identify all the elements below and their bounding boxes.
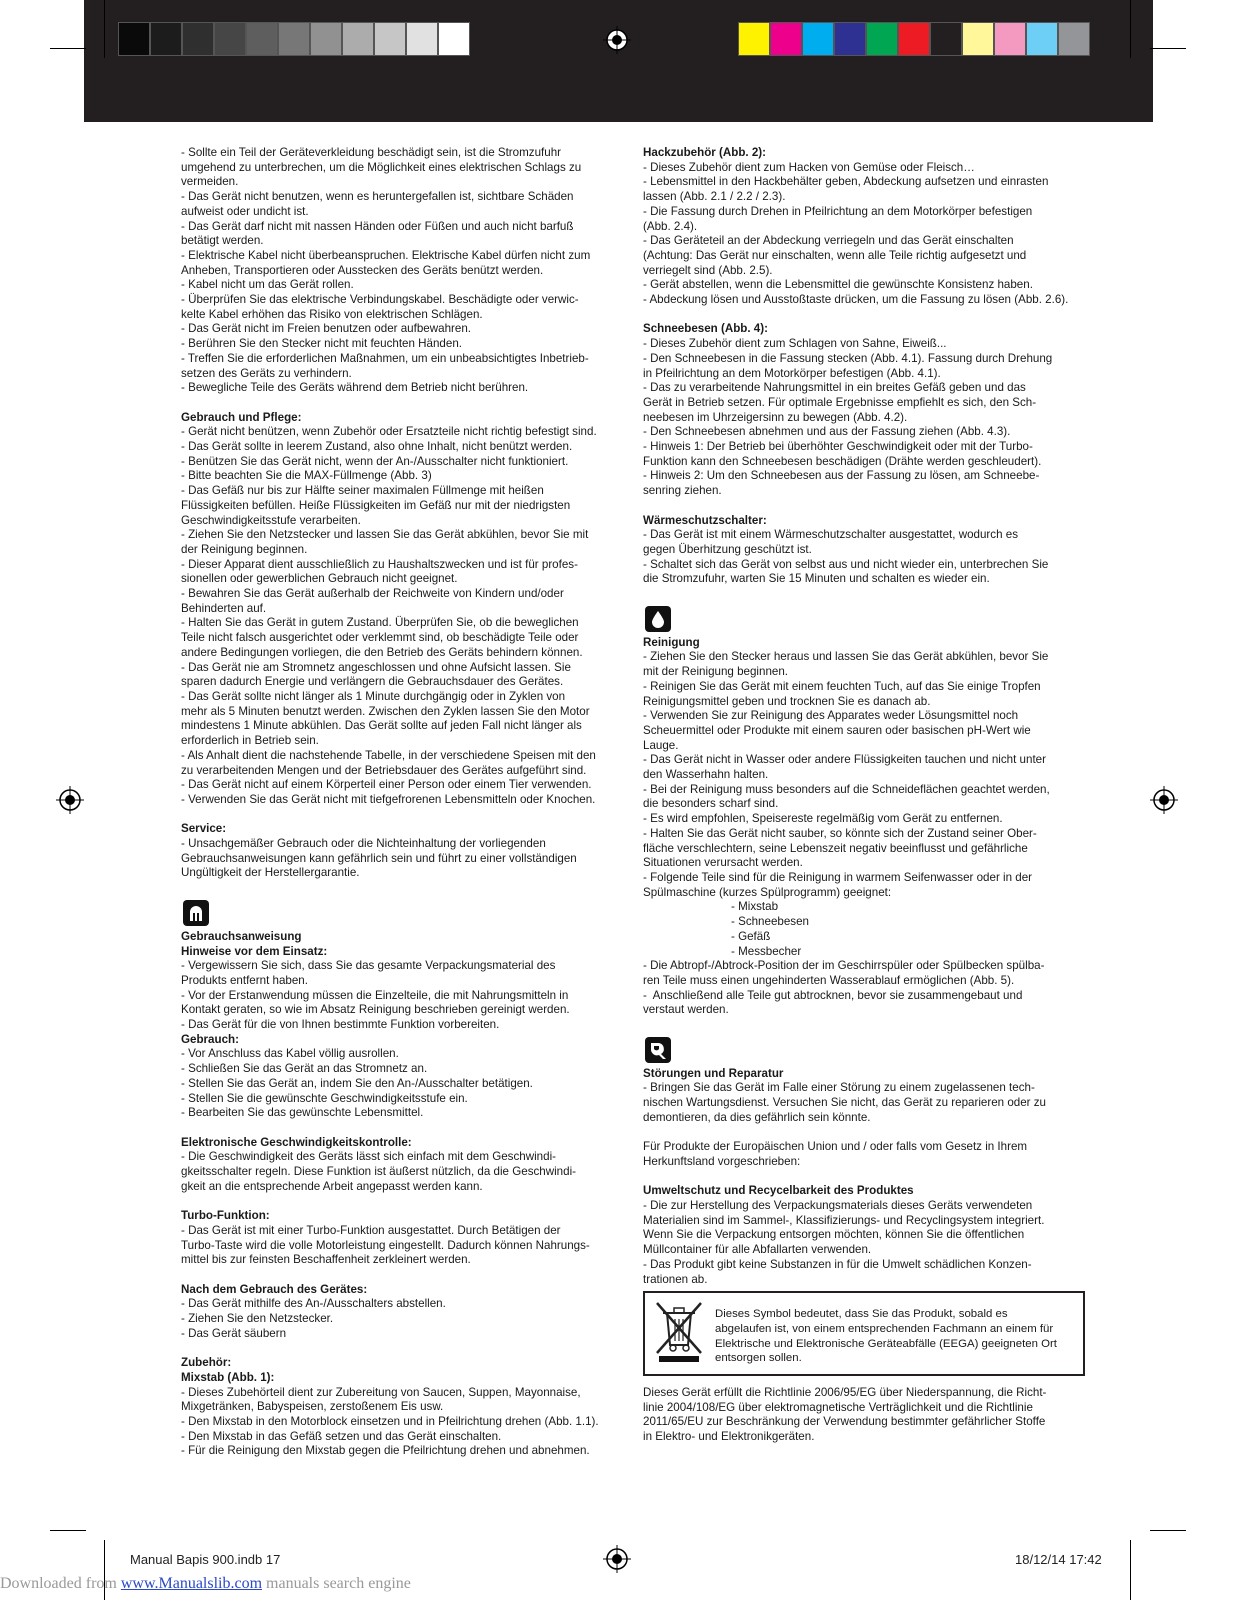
text-line: gkeitsschalter regeln. Diese Funktion ist äußerst nützlich, da die Geschwindi-	[181, 1165, 577, 1179]
paragraph-spacer	[181, 396, 621, 411]
text-line: die Stromzufuhr, warten Sie 15 Minuten und schalten es wieder ein.	[643, 572, 990, 586]
text-line: - Stellen Sie das Gerät an, indem Sie den An-/Ausschalter betätigen.	[181, 1076, 533, 1090]
section-heading: Wärmeschutzschalter:	[643, 513, 767, 527]
text-line: erforderlich in Betrieb sein.	[181, 734, 319, 748]
section-heading: Zubehör:	[181, 1356, 232, 1370]
text-line: - Den Mixstab in das Gefäß setzen und das Gerät einschalten.	[181, 1429, 502, 1443]
color-swatches	[738, 22, 1090, 56]
text-line: - Hinweis 1: Der Betrieb bei überhöhter Geschwindigkeit oder mit der Turbo-	[643, 440, 1033, 454]
text-line: Kontakt geraten, so wie im Absatz Reinigung beschrieben gereinigt werden.	[181, 1003, 570, 1017]
crop-mark	[50, 1530, 86, 1531]
text-line: - Das zu verarbeitende Nahrungsmittel in ein breites Gefäß geben und das	[643, 381, 1026, 395]
crop-mark	[50, 48, 86, 49]
footer-filename: Manual Bapis 900.indb 17	[130, 1552, 281, 1567]
gray-swatch	[246, 22, 278, 56]
text-line: Anheben, Transportieren oder Ausstecken des Geräts benützt werden.	[181, 263, 544, 277]
text-line: - Das Gerät darf nicht mit nassen Händen oder Füßen und auch nicht barfuß	[181, 219, 574, 233]
text-line: Reinigungsmittel geben und trocknen Sie es danach ab.	[643, 694, 931, 708]
text-line: - Die Geschwindigkeit des Geräts lässt sich einfach mit dem Geschwindi-	[181, 1150, 557, 1164]
color-swatch	[770, 22, 802, 56]
text-line: mit der Reinigung beginnen.	[643, 665, 789, 679]
text-line: - Folgende Teile sind für die Reinigung in warmem Seifenwasser oder in der	[643, 871, 1033, 884]
crop-mark	[1150, 48, 1186, 49]
color-swatch	[994, 22, 1026, 56]
weee-notice-line: Dieses Symbol bedeutet, dass Sie das Produkt, sobald es	[715, 1308, 1008, 1321]
text-line: lassen (Abb. 2.1 / 2.2 / 2.3).	[643, 190, 786, 204]
text-line: Geschwindigkeitsstufe verarbeiten.	[181, 513, 361, 527]
registration-mark-icon	[603, 26, 631, 54]
text-line: demontieren, da dies gefährlich sein könnte.	[643, 1110, 871, 1124]
text-line: linie 2004/108/EG über elektromagnetische Verträglichkeit und die Richtlinie	[643, 1400, 1033, 1414]
section-heading: Schneebesen (Abb. 4):	[643, 322, 768, 336]
text-line: - Das Gerät säubern	[181, 1326, 287, 1340]
crop-mark	[104, 0, 105, 58]
text-line: - Mixstab	[731, 900, 779, 914]
text-line: mehr als 5 Minuten benutzt werden. Zwischen den Zyklen lassen Sie den Motor	[181, 704, 590, 718]
crossed-bin-icon	[651, 1299, 707, 1368]
text-line: - Dieses Zubehör dient zum Hacken von Gemüse oder Fleisch…	[643, 160, 975, 174]
paragraph-spacer	[181, 1268, 621, 1283]
text-line: - Gerät nicht benützen, wenn Zubehör oder Ersatzteile nicht richtig befestigt sind.	[181, 425, 597, 439]
section-heading: Hackzubehör (Abb. 2):	[643, 146, 767, 159]
text-line: - Das Produkt gibt keine Substanzen in für die Umwelt schädlichen Konzen-	[643, 1257, 1032, 1271]
text-line: - Bewahren Sie das Gerät außerhalb der Reichweite von Kindern und/oder	[181, 587, 564, 601]
gray-swatch	[150, 22, 182, 56]
text-line: Für Produkte der Europäischen Union und / oder falls vom Gesetz in Ihrem	[643, 1140, 1028, 1154]
text-line: fläche verschlechtern, seine Lebenszeit negativ beeinflusst und gefährliche	[643, 841, 1028, 855]
gray-swatch	[310, 22, 342, 56]
text-line: - Benützen Sie das Gerät nicht, wenn der An-/Ausschalter nicht funktioniert.	[181, 454, 569, 468]
text-line: - Den Schneebesen abnehmen und aus der Fassung ziehen (Abb. 4.3).	[643, 425, 1011, 439]
text-line: - Das Gerät für die von Ihnen bestimmte Funktion vorbereiten.	[181, 1018, 500, 1032]
color-swatch	[1058, 22, 1090, 56]
text-line: - Die Abtropf-/Abtrock-Position der im Geschirrspüler oder Spülbecken spülba-	[643, 959, 1045, 973]
text-line: Materialien sind im Sammel-, Klassifizierungs- und Recyclingsystem integriert.	[643, 1213, 1045, 1227]
text-line: - Treffen Sie die erforderlichen Maßnahmen, um ein unbeabsichtigtes Inbetrieb-	[181, 351, 589, 365]
text-line: Ungültigkeit der Herstellergarantie.	[181, 866, 360, 880]
section-heading: Nach dem Gebrauch des Gerätes:	[181, 1282, 368, 1296]
text-line: - Gerät abstellen, wenn die Lebensmittel die gewünschte Konsistenz haben.	[643, 278, 1033, 292]
text-line: 2011/65/EU zur Beschränkung der Verwendung bestimmter gefährlicher Stoffe	[643, 1415, 1046, 1429]
text-line: - Dieser Apparat dient ausschließlich zu Haushaltszwecken und ist für profes-	[181, 557, 578, 571]
text-line: - Messbecher	[731, 944, 802, 958]
text-line: Lauge.	[643, 738, 679, 752]
text-line: - Bei der Reinigung muss besonders auf die Schneideflächen geachtet werden,	[643, 782, 1050, 796]
text-line: Produkts entfernt haben.	[181, 973, 308, 987]
text-line: Funktion kann den Schneebesen beschädigen (Drähte werden geschleudert).	[643, 454, 1042, 468]
section-heading: Service:	[181, 822, 227, 836]
text-line: setzen des Geräts zu verhindern.	[181, 366, 352, 380]
text-line: in Pfeilrichtung an dem Motorkörper befestigen (Abb. 4.1).	[643, 366, 941, 380]
text-line: Müllcontainer für alle Abfallarten verwenden.	[643, 1243, 872, 1257]
text-line: - Dieses Zubehörteil dient zur Zubereitung von Saucen, Suppen, Mayonnaise,	[181, 1385, 581, 1399]
section-heading: Gebrauch und Pflege:	[181, 410, 302, 424]
registration-mark-icon	[1150, 786, 1178, 814]
gray-swatch	[182, 22, 214, 56]
paragraph-spacer	[643, 1018, 1085, 1033]
text-line: zu verarbeitenden Mengen und der Betriebsdauer des Gerätes aufgeführt sind.	[181, 763, 587, 777]
text-line: - Sollte ein Teil der Geräteverkleidung beschädigt sein, ist die Stromzufuhr	[181, 146, 562, 159]
plug-icon	[183, 900, 209, 926]
text-line: - Bewegliche Teile des Geräts während dem Betrieb nicht berühren.	[181, 381, 529, 395]
section-heading: Umweltschutz und Recycelbarkeit des Produktes	[643, 1184, 914, 1198]
print-color-band	[84, 0, 1153, 122]
text-line: - Verwenden Sie zur Reinigung des Apparates weder Lösungsmittel noch	[643, 709, 1019, 723]
text-line: betätigt werden.	[181, 234, 264, 248]
paragraph-spacer	[643, 499, 1085, 514]
text-line: - Reinigen Sie das Gerät mit einem feuchten Tuch, auf das Sie einige Tropfen	[643, 679, 1041, 693]
weee-notice-line: abgelaufen ist, von einem entsprechenden Fachmann an einem für	[715, 1322, 1054, 1335]
color-swatch	[866, 22, 898, 56]
text-line: Situationen verursacht werden.	[643, 856, 803, 870]
text-line: - Das Gerät sollte nicht länger als 1 Minute durchgängig oder in Zyklen von	[181, 690, 566, 703]
text-line: Teile nicht falsch ausgerichtet oder verklemmt sind, ob beschädigte Teile oder	[181, 631, 579, 645]
paragraph-spacer	[181, 1341, 621, 1356]
section-heading: Reinigung	[643, 635, 700, 649]
text-line: ren Teile muss einen ungehinderten Wasserablauf ermöglichen (Abb. 5).	[643, 973, 1015, 987]
text-line: - Ziehen Sie den Netzstecker und lassen Sie das Gerät abkühlen, bevor Sie mit	[181, 528, 589, 542]
text-line: Dieses Gerät erfüllt die Richtlinie 2006/95/EG über Niederspannung, die Richt-	[643, 1385, 1047, 1399]
text-line: - Halten Sie das Gerät in gutem Zustand. Überprüfen Sie, ob die beweglichen	[181, 616, 579, 630]
gray-swatch	[406, 22, 438, 56]
text-line: Spülmaschine (kurzes Spülprogramm) geeignet:	[643, 885, 892, 899]
text-line: - Dieses Zubehör dient zum Schlagen von Sahne, Eiweiß...	[643, 337, 947, 351]
color-swatch	[930, 22, 962, 56]
text-line: - Bearbeiten Sie das gewünschte Lebensmittel.	[181, 1106, 424, 1120]
text-line: - Vor der Erstanwendung müssen die Einzelteile, die mit Nahrungsmitteln in	[181, 988, 569, 1002]
text-line: andere Bedingungen vorliegen, die den Betrieb des Geräts behindern können.	[181, 645, 583, 659]
text-line: kelte Kabel erhöhen das Risiko von elektrischen Schlägen.	[181, 307, 483, 321]
text-line: - Ziehen Sie den Netzstecker.	[181, 1312, 334, 1326]
text-line: - Schließen Sie das Gerät an das Stromnetz an.	[181, 1062, 428, 1076]
text-line: - Abdeckung lösen und Ausstoßtaste drücken, um die Fassung zu lösen (Abb. 2.6).	[643, 293, 1069, 307]
section-heading: Turbo-Funktion:	[181, 1209, 270, 1223]
section-heading: Hinweise vor dem Einsatz:	[181, 944, 328, 958]
weee-notice-box	[643, 1291, 1085, 1376]
color-swatch	[834, 22, 866, 56]
text-line: - Das Gerät nicht im Freien benutzen oder aufbewahren.	[181, 322, 471, 336]
text-line: gkeit an die entsprechende Arbeit angepasst werden kann.	[181, 1179, 483, 1193]
footer-datetime: 18/12/14 17:42	[1015, 1552, 1102, 1567]
text-line: umgehend zu unterbrechen, um die Möglichkeit eines elektrischen Schlags zu	[181, 160, 582, 174]
text-line: - Das Geräteteil an der Abdeckung verriegeln und das Gerät einschalten	[643, 234, 1014, 248]
weee-notice-text	[715, 1299, 1057, 1368]
text-line: - Schneebesen	[731, 915, 809, 929]
text-line: Mixgetränken, Babyspeisen, zerstoßenem Eis usw.	[181, 1400, 444, 1414]
text-line: gegen Überhitzung geschützt ist.	[643, 542, 812, 556]
text-line: - Unsachgemäßer Gebrauch oder die Nichteinhaltung der vorliegenden	[181, 837, 546, 851]
paragraph-spacer	[181, 1121, 621, 1136]
left-text-column	[181, 146, 621, 1459]
section-heading: Elektronische Geschwindigkeitskontrolle:	[181, 1135, 412, 1149]
registration-mark-icon	[603, 1545, 631, 1573]
text-line: mindestens 1 Minute abkühlen. Das Gerät sollte auf jeden Fall nicht länger als	[181, 719, 582, 733]
text-line: - Vergewissern Sie sich, dass Sie das gesamte Verpackungsmaterial des	[181, 959, 556, 973]
color-swatch	[802, 22, 834, 56]
text-line: trationen ab.	[643, 1272, 708, 1286]
banner-prefix: Downloaded from	[0, 1575, 121, 1592]
color-swatch	[962, 22, 994, 56]
text-line: Behinderten auf.	[181, 601, 267, 615]
text-line: - Bitte beachten Sie die MAX-Füllmenge (Abb. 3)	[181, 469, 432, 483]
text-line: - Für die Reinigung den Mixstab gegen die Pfeilrichtung drehen und abnehmen.	[181, 1444, 590, 1458]
text-line: (Achtung: Das Gerät nur einschalten, wenn alle Teile richtig aufgesetzt und	[643, 248, 1027, 262]
text-line: (Abb. 2.4).	[643, 219, 698, 233]
text-line: Gerät in Betrieb setzen. Für optimale Ergebnisse empfiehlt es sich, den Sch-	[643, 395, 1037, 409]
text-line: in Elektro- und Elektronikgeräten.	[643, 1430, 815, 1444]
text-line: - Die zur Herstellung des Verpackungsmaterials dieses Geräts verwendeten	[643, 1199, 1033, 1213]
section-heading: Mixstab (Abb. 1):	[181, 1370, 275, 1384]
text-line: verriegelt sind (Abb. 2.5).	[643, 263, 773, 277]
text-line: - Die Fassung durch Drehen in Pfeilrichtung an dem Motorkörper befestigen	[643, 204, 1033, 218]
paragraph-spacer	[643, 1126, 1085, 1141]
wrench-icon	[645, 1037, 671, 1063]
color-swatch	[1026, 22, 1058, 56]
gray-swatch	[278, 22, 310, 56]
text-line: sparen dadurch Energie und verlängern die Gebrauchsdauer des Gerätes.	[181, 675, 564, 689]
section-heading: Gebrauch:	[181, 1032, 239, 1046]
text-line: - Das Gerät sollte in leerem Zustand, also ohne Inhalt, nicht benützt werden.	[181, 440, 573, 454]
text-line: der Reinigung beginnen.	[181, 542, 308, 556]
water-drop-icon	[645, 606, 671, 632]
grayscale-swatches	[118, 22, 470, 56]
text-line: Herkunftsland vorgeschrieben:	[643, 1154, 801, 1168]
manualslib-link[interactable]: www.Manualslib.com	[120, 1575, 263, 1592]
paragraph-spacer	[643, 308, 1085, 323]
text-line: aufweist oder undicht ist.	[181, 204, 309, 218]
text-line: - Den Mixstab in den Motorblock einsetzen und in Pfeilrichtung drehen (Abb. 1.1).	[181, 1414, 599, 1428]
paragraph-spacer	[643, 1170, 1085, 1185]
color-swatch	[898, 22, 930, 56]
text-line: Flüssigkeiten befüllen. Heiße Flüssigkeiten im Gefäß nur mit der niedrigsten	[181, 498, 571, 512]
gray-swatch	[118, 22, 150, 56]
paragraph-spacer	[181, 808, 621, 823]
text-line: - Anschließend alle Teile gut abtrocknen, bevor sie zusammengebaut und	[643, 988, 1023, 1002]
text-line: sionellen oder gewerblichen Gebrauch nicht geeignet.	[181, 572, 458, 586]
download-banner	[0, 1575, 411, 1593]
text-line: - Als Anhalt dient die nachstehende Tabelle, in der verschiedene Speisen mit den	[181, 748, 596, 762]
text-line: - Stellen Sie die gewünschte Geschwindigkeitsstufe ein.	[181, 1091, 468, 1105]
text-line: Gebrauchsanweisungen kann gefährlich sein und führt zu einer vollständigen	[181, 851, 577, 865]
text-line: Wenn Sie die Verpackung entsorgen möchten, können Sie die öffentlichen	[643, 1228, 1025, 1242]
text-line: - Gefäß	[731, 929, 771, 943]
paragraph-spacer	[181, 1194, 621, 1209]
text-line: - Kabel nicht um das Gerät rollen.	[181, 278, 354, 292]
right-text-column	[643, 146, 1085, 1445]
text-line: Scheuermittel oder Produkte mit einem sauren oder basischen pH-Wert wie	[643, 723, 1031, 737]
text-line: Turbo-Taste wird die volle Motorleistung eingestellt. Dadurch können Nahrungs-	[181, 1238, 590, 1252]
text-line: - Vor Anschluss das Kabel völlig ausrollen.	[181, 1047, 399, 1061]
text-line: - Elektrische Kabel nicht überbeanspruchen. Elektrische Kabel dürfen nicht zum	[181, 248, 591, 262]
text-line: - Das Gefäß nur bis zur Hälfte seiner maximalen Füllmenge mit heißen	[181, 484, 544, 498]
text-line: - Halten Sie das Gerät nicht sauber, so könnte sich der Zustand seiner Ober-	[643, 826, 1037, 840]
weee-notice-line: entsorgen sollen.	[715, 1352, 802, 1365]
text-line: vermeiden.	[181, 175, 239, 189]
text-line: - Es wird empfohlen, Speisereste regelmäßig vom Gerät zu entfernen.	[643, 812, 1003, 826]
paragraph-spacer	[643, 587, 1085, 602]
gray-swatch	[342, 22, 374, 56]
registration-mark-icon	[56, 786, 84, 814]
crop-mark	[1130, 0, 1131, 58]
text-line: - Hinweis 2: Um den Schneebesen aus der Fassung zu lösen, am Schneebe-	[643, 469, 1040, 483]
crop-mark	[1130, 1540, 1131, 1600]
text-line: die besonders scharf sind.	[643, 797, 779, 811]
text-line: nischen Wartungsdienst. Versuchen Sie nicht, das Gerät zu reparieren oder zu	[643, 1096, 1046, 1110]
weee-notice-line: Elektrische und Elektronische Geräteabfälle (EEGA) geeigneten Ort	[715, 1337, 1057, 1350]
text-line: den Wasserhahn halten.	[643, 768, 769, 782]
paragraph-spacer	[181, 881, 621, 896]
text-line: - Das Gerät ist mit einer Turbo-Funktion ausgestattet. Durch Betätigen der	[181, 1223, 561, 1237]
section-heading: Störungen und Reparatur	[643, 1066, 784, 1080]
text-line: - Verwenden Sie das Gerät nicht mit tiefgefrorenen Lebensmitteln oder Knochen.	[181, 792, 596, 806]
text-line: - Den Schneebesen in die Fassung stecken (Abb. 4.1). Fassung durch Drehung	[643, 351, 1053, 365]
color-swatch	[738, 22, 770, 56]
text-line: - Das Gerät nicht benutzen, wenn es heruntergefallen ist, sichtbare Schäden	[181, 190, 574, 204]
gray-swatch	[374, 22, 406, 56]
text-line: - Bringen Sie das Gerät im Falle einer Störung zu einem zugelassenen tech-	[643, 1081, 1035, 1095]
text-line: - Schaltet sich das Gerät von selbst aus und nicht wieder ein, unterbrechen Sie	[643, 557, 1049, 571]
text-line: neebesen im Uhrzeigersinn zu bewegen (Abb. 4.2).	[643, 410, 908, 424]
banner-suffix: manuals search engine	[262, 1575, 411, 1592]
text-line: - Überprüfen Sie das elektrische Verbindungskabel. Beschädigte oder verwic-	[181, 293, 579, 307]
text-line: - Das Gerät nicht auf einem Körperteil einer Person oder einem Tier verwenden.	[181, 778, 592, 792]
gray-swatch	[214, 22, 246, 56]
text-line: - Das Gerät nie am Stromnetz angeschlossen und ohne Aufsicht lassen. Sie	[181, 660, 571, 674]
crop-mark	[1150, 1530, 1186, 1531]
text-line: mittel bis zur feinsten Beschaffenheit zerkleinert werden.	[181, 1253, 471, 1267]
text-line: senring ziehen.	[643, 484, 722, 498]
text-line: - Lebensmittel in den Hackbehälter geben, Abdeckung aufsetzen und einrasten	[643, 175, 1049, 189]
gray-swatch	[438, 22, 470, 56]
section-heading: Gebrauchsanweisung	[181, 929, 302, 943]
text-line: - Das Gerät mithilfe des An-/Ausschalters abstellen.	[181, 1297, 446, 1311]
text-line: - Ziehen Sie den Stecker heraus und lassen Sie das Gerät abkühlen, bevor Sie	[643, 650, 1049, 664]
text-line: - Das Gerät nicht in Wasser oder andere Flüssigkeiten tauchen und nicht unter	[643, 753, 1046, 767]
text-line: - Berühren Sie den Stecker nicht mit feuchten Händen.	[181, 337, 462, 351]
text-line: - Das Gerät ist mit einem Wärmeschutzschalter ausgestattet, wodurch es	[643, 528, 1019, 542]
text-line: verstaut werden.	[643, 1003, 729, 1017]
